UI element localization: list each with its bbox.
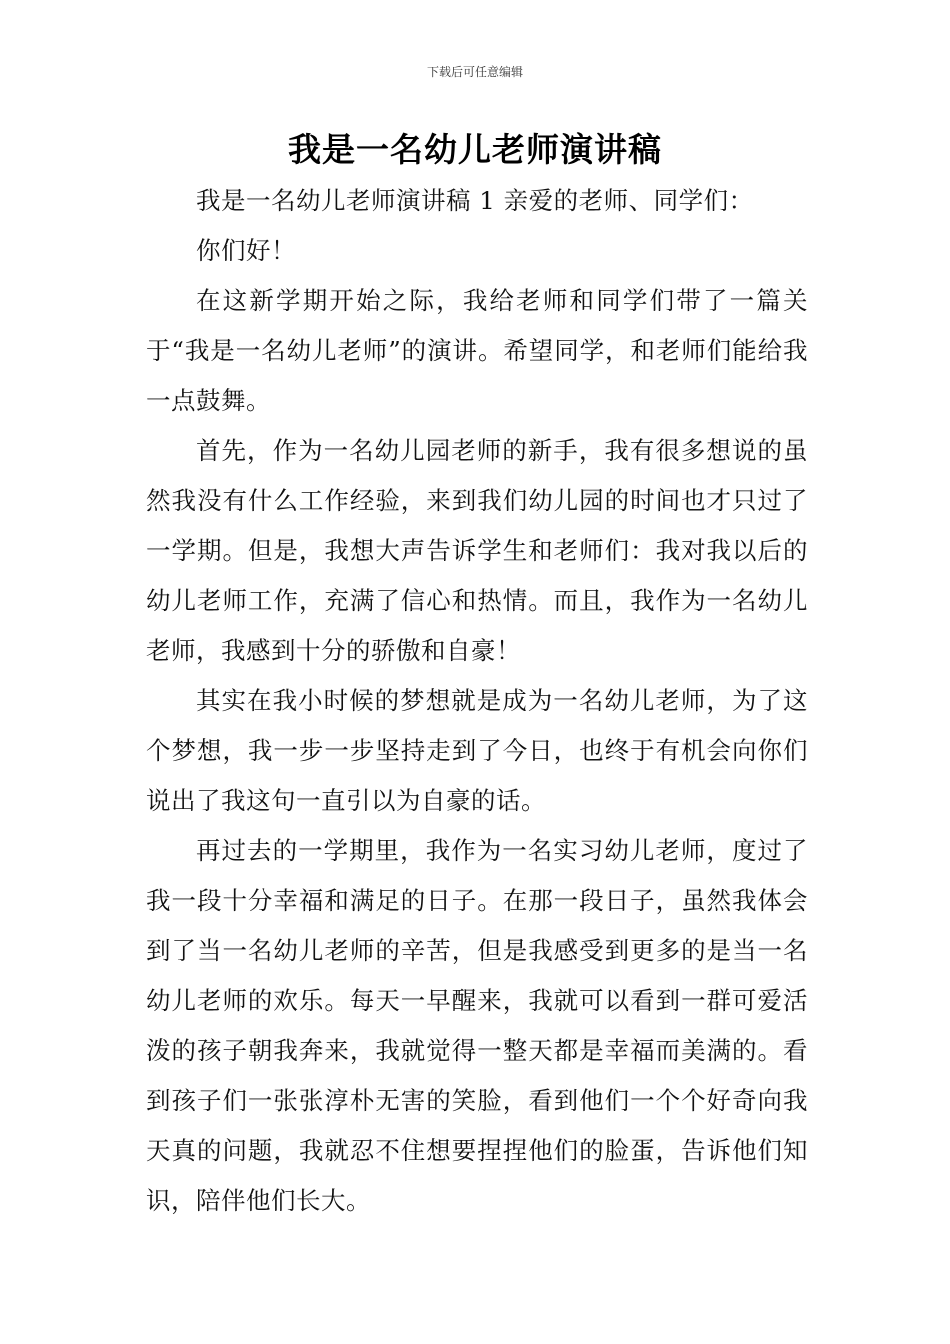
paragraph-first: 首先，作为一名幼儿园老师的新手，我有很多想说的虽然我没有什么工作经验，来到我们幼儿园的时间也才只过了一学期。但是，我想大声告诉学生和老师们：我对我以后的幼儿老师工作，充满了信心和热情。而且，我作为一名幼儿老师，我感到十分的骄傲和自豪！: [146, 436, 808, 665]
paragraph-intro: 在这新学期开始之际，我给老师和同学们带了一篇关于“我是一名幼儿老师”的演讲。希望同学，和老师们能给我一点鼓舞。: [146, 286, 808, 415]
paragraph-greeting-line: 我是一名幼儿老师演讲稿 1 亲爱的老师、同学们：: [196, 186, 754, 215]
document-body: [146, 176, 808, 1226]
paragraph-semester: 再过去的一学期里，我作为一名实习幼儿老师，度过了我一段十分幸福和满足的日子。在那一段日子，虽然我体会到了当一名幼儿老师的辛苦，但是我感受到更多的是当一名幼儿老师的欢乐。每天一早醒来，我就可以看到一群可爱活泼的孩子朝我奔来，我就觉得一整天都是幸福而美满的。看到孩子们一张张淳朴无害的笑脸，看到他们一个个好奇向我天真的问题，我就忍不住想要捏捏他们的脸蛋，告诉他们知识，陪伴他们长大。: [146, 836, 808, 1215]
paragraph-dream: 其实在我小时候的梦想就是成为一名幼儿老师，为了这个梦想，我一步一步坚持走到了今日，也终于有机会向你们说出了我这句一直引以为自豪的话。: [146, 686, 808, 815]
document-title: 我是一名幼儿老师演讲稿: [288, 130, 662, 169]
paragraph-hello: 你们好！: [196, 236, 296, 265]
header-note: 下载后可任意编辑: [426, 65, 523, 79]
